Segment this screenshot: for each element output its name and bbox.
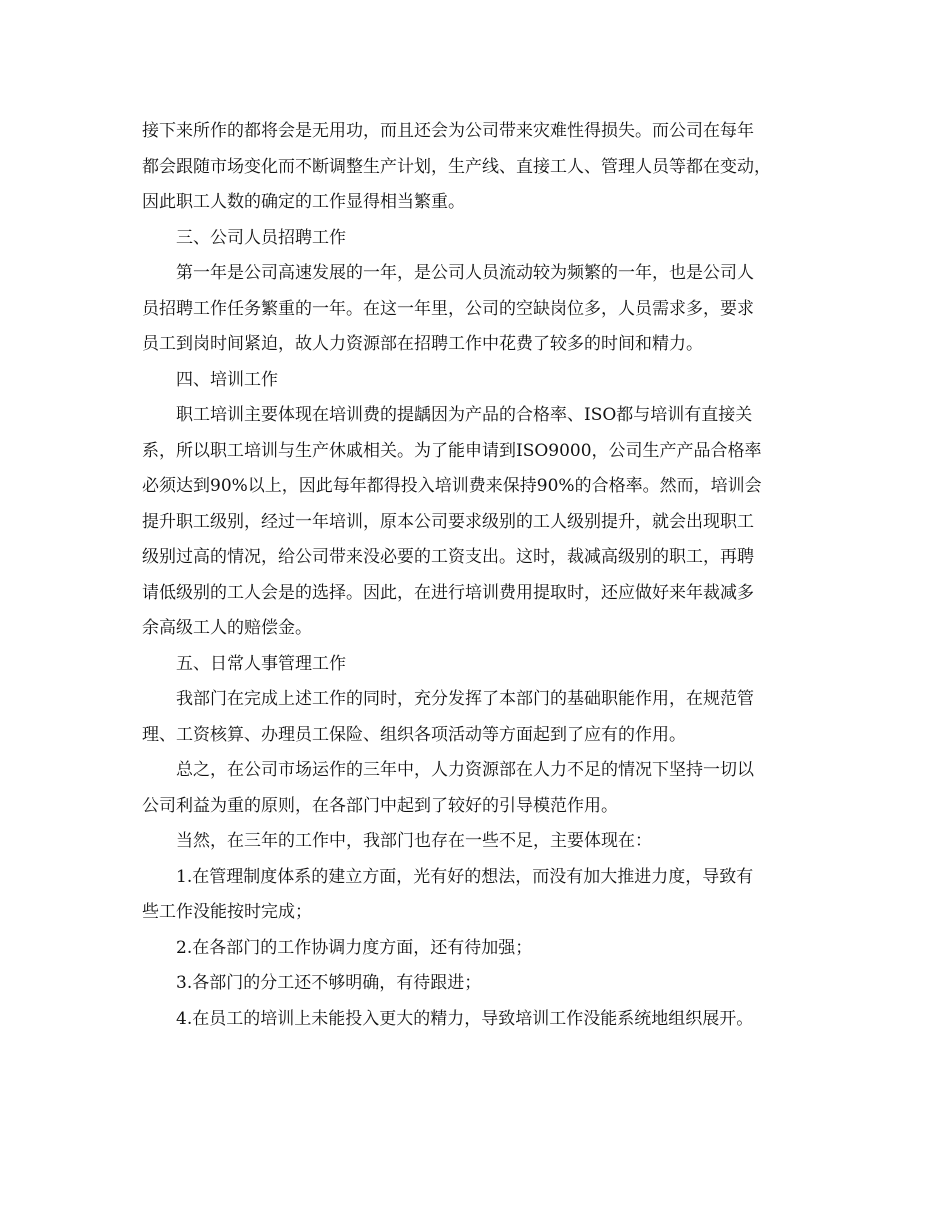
text-line: 3.各部门的分工还不够明确，有待跟进； [176,973,482,993]
text-line: 接下来所作的都将会是无用功，而且还会为公司带来灾难性得损失。而公司在每年 [142,121,754,141]
text-line: 1.在管理制度体系的建立方面，光有好的想法，而没有加大推进力度，导致有 [176,866,754,887]
text-line: 理、工资核算、办理员工保险、组织各项活动等方面起到了应有的作用。 [142,724,686,745]
text-line: 第一年是公司高速发展的一年，是公司人员流动较为频繁的一年，也是公司人 [176,263,754,283]
text-line: 些工作没能按时完成； [142,902,312,922]
text-line: 员工到岗时间紧迫，故人力资源部在招聘工作中花费了较多的时间和精力。 [142,334,703,354]
text-line: 余高级工人的赔偿金。 [142,618,312,638]
text-line: 四、培训工作 [176,369,278,390]
text-line: 员招聘工作任务繁重的一年。在这一年里，公司的空缺岗位多，人员需求多，要求 [142,298,754,319]
text-line: 五、日常人事管理工作 [176,653,346,674]
text-line: 因此职工人数的确定的工作显得相当繁重。 [142,192,465,212]
text-line: 三、公司人员招聘工作 [176,227,346,248]
text-line: 公司利益为重的原则，在各部门中起到了较好的引导模范作用。 [142,795,618,816]
text-line: 请低级别的工人会是的选择。因此，在进行培训费用提取时，还应做好来年裁减多 [142,582,754,603]
text-line: 职工培训主要体现在培训费的提龋因为产品的合格率、ISO都与培训有直接关 [176,405,753,425]
text-line: 4.在员工的培训上未能投入更大的精力，导致培训工作没能系统地组织展开。 [176,1008,754,1029]
text-line: 我部门在完成上述工作的同时，充分发挥了本部门的基础职能作用，在规范管 [176,689,754,709]
text-line: 必须达到90%以上，因此每年都得投入培训费来保持90%的合格率。然而，培训会 [142,476,762,496]
text-line: 提升职工级别，经过一年培训，原本公司要求级别的工人级别提升，就会出现职工 [142,511,754,532]
document-body [142,114,832,1037]
text-line: 系，所以职工培训与生产休戚相关。为了能申请到ISO9000，公司生产产品合格率 [142,440,762,461]
text-line: 都会跟随市场变化而不断调整生产计划，生产线、直接工人、管理人员等都在变动， [142,156,771,177]
text-line: 2.在各部门的工作协调力度方面，还有待加强； [176,937,533,958]
text-line: 当然，在三年的工作中，我部门也存在一些不足，主要体现在： [176,831,652,851]
text-line: 级别过高的情况，给公司带来没必要的工资支出。这时，裁减高级别的职工，再聘 [142,547,754,567]
text-line: 总之，在公司市场运作的三年中，人力资源部在人力不足的情况下坚持一切以 [176,760,754,780]
